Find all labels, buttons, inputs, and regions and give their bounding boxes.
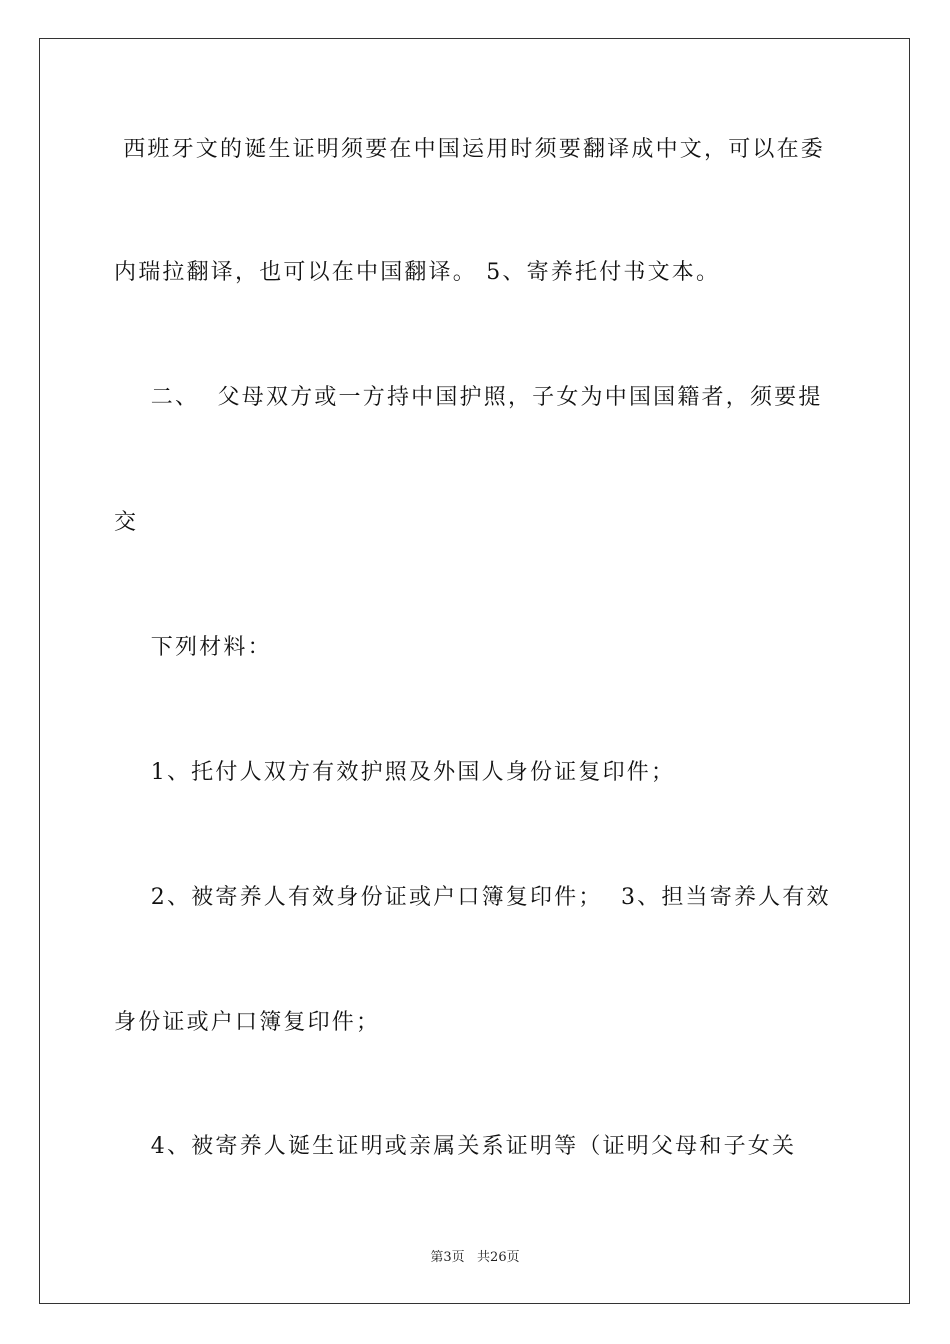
text-line-8: 身份证或户口簿复印件； [114,1010,381,1035]
text-line-6: 1、托付人双方有效护照及外国人身份证复印件； [114,760,676,785]
text-line-9: 4、被寄养人诞生证明或亲属关系证明等（证明父母和子女关 [114,1134,797,1159]
text-line-2: 内瑞拉翻译，也可以在中国翻译。 5、寄养托付书文本。 [114,260,721,285]
text-line-5: 下列材料： [114,635,272,660]
text-line-4: 交 [114,510,139,535]
text-line-1: 西班牙文的诞生证明须要在中国运用时须要翻译成中文，可以在委 [114,137,825,162]
page-number-footer: 第3页 共26页 [430,1250,520,1265]
text-line-7: 2、被寄养人有效身份证或户口簿复印件； 3、担当寄养人有效 [114,885,831,910]
text-line-3: 二、 父母双方或一方持中国护照，子女为中国国籍者，须要提 [114,385,823,410]
page-border [39,38,910,1304]
